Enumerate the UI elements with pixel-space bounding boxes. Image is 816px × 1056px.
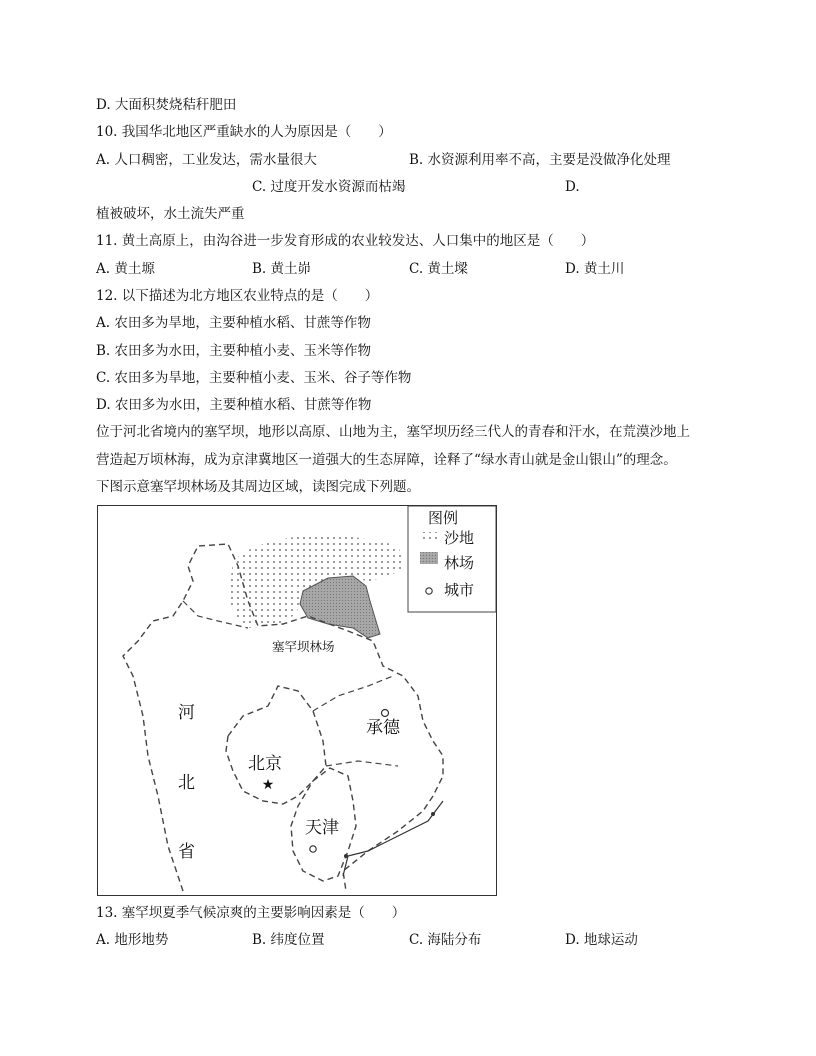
beijing-star-icon: ★: [261, 777, 275, 793]
chengde-city-marker: [382, 710, 389, 717]
chengde-label: 承德: [366, 718, 400, 738]
beijing-label: 北京: [248, 754, 282, 774]
q11-option-d: D. 黄土川: [565, 261, 625, 277]
q11-option-a: A. 黄土塬: [96, 261, 155, 277]
passage-line-2: 营造起万顷林海，成为京津冀地区一道强大的生态屏障，诠释了“绿水青山就是金山银山”的理念。: [96, 452, 677, 468]
coastline: [343, 801, 443, 876]
legend-title: 图例: [428, 509, 459, 527]
saihanba-map: [97, 505, 497, 896]
q10-option-b: B. 水资源利用率不高，主要是没做净化处理: [409, 152, 671, 168]
q13-stem: 13. 塞罕坝夏季气候凉爽的主要影响因素是（ ）: [96, 905, 406, 921]
passage-line-1: 位于河北省境内的塞罕坝，地形以高原、山地为主，塞罕坝历经三代人的青春和汗水，在荒漠沙地上: [96, 424, 690, 440]
hebei-char-he: 河: [178, 703, 195, 723]
q10-option-d-text: 植被破坏，水土流失严重: [96, 206, 245, 222]
q13-option-d: D. 地球运动: [565, 932, 638, 948]
q10-option-d-label: D.: [565, 179, 580, 195]
beijing-border: [226, 686, 326, 804]
map-graphic: [98, 506, 496, 895]
q10-option-a: A. 人口稠密，工业发达，需水量很大: [96, 152, 317, 168]
q11-option-c: C. 黄土墚: [409, 261, 468, 277]
q11-option-b: B. 黄土峁: [252, 261, 312, 277]
q13-option-b: B. 纬度位置: [252, 932, 325, 948]
passage-line-3: 下图示意塞罕坝林场及其周边区域，读图完成下列题。: [96, 479, 420, 495]
q12-stem: 12. 以下描述为北方地区农业特点的是（ ）: [96, 288, 379, 304]
q12-option-c: C. 农田多为旱地，主要种植小麦、玉米、谷子等作物: [96, 370, 412, 386]
saihanba-label: 塞罕坝林场: [272, 639, 335, 654]
legend-sand-label: 沙地: [444, 529, 475, 547]
q12-option-d: D. 农田多为水田，主要种植水稻、甘蔗等作物: [96, 397, 372, 413]
hebei-char-sheng: 省: [178, 842, 195, 862]
q10-option-c: C. 过度开发水资源而枯竭: [252, 179, 406, 195]
tianjin-label: 天津: [305, 818, 339, 838]
q13-option-a: A. 地形地势: [96, 932, 169, 948]
hebei-char-bei: 北: [178, 773, 195, 793]
legend-forest-label: 林场: [444, 554, 475, 572]
q13-option-c: C. 海陆分布: [409, 932, 482, 948]
q11-stem: 11. 黄土高原上，由沟谷进一步发育形成的农业较发达、人口集中的地区是（ ）: [96, 233, 595, 249]
q12-option-b: B. 农田多为水田，主要种植小麦、玉米等作物: [96, 343, 372, 359]
tianjin-city-marker: [310, 846, 316, 852]
q10-stem: 10. 我国华北地区严重缺水的人为原因是（ ）: [96, 124, 392, 140]
q12-option-a: A. 农田多为旱地，主要种植水稻、甘蔗等作物: [96, 315, 371, 331]
legend-city-label: 城市: [444, 581, 475, 599]
q9-option-d: D. 大面积焚烧秸秆肥田: [96, 97, 237, 113]
